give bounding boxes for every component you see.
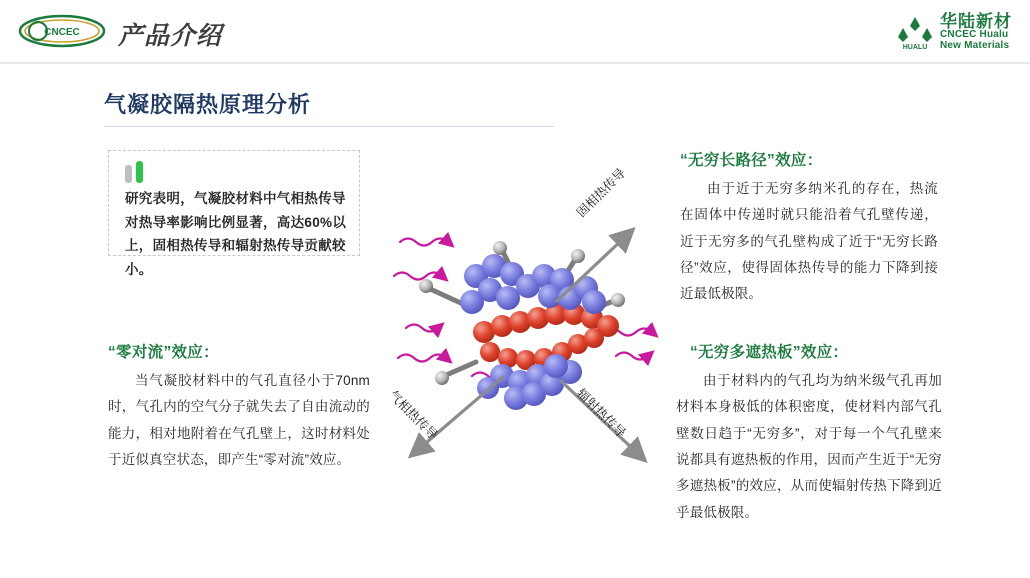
hualu-name-cn: 华陆新材 — [940, 11, 1012, 31]
diagram-label-solid-conduction: 固相热传导 — [574, 165, 629, 221]
diagram-label-radiation-conduction: 辐射热传导 — [573, 386, 629, 441]
hualu-name-en2: New Materials — [940, 39, 1010, 51]
slide-header — [0, 0, 1030, 62]
callout-text: 研究表明，气凝胶材料中气相热传导对热导率影响比例显著，高达60%以上，固相热传导和辐射热传导贡献较小。 — [125, 191, 347, 277]
heading-infinite-shield: “无穷多遮热板”效应： — [690, 344, 849, 361]
hualu-logo — [897, 10, 1012, 54]
callout-box — [108, 150, 360, 277]
body-infinite-shield: 由于材料内的气孔均为纳米级气孔再加材料本身极低的体积密度，使材料内部气孔壁数日趋于“无穷多”，对于每一个气孔壁来说都具有遮热板的作用，因而产生近于“无穷多遮热板”的效应，从而使辐射传热下降到近乎最低极限。 — [676, 373, 942, 520]
heading-infinite-path: “无穷长路径”效应： — [680, 152, 823, 169]
page-title: 产品介绍 — [118, 22, 223, 50]
section-underline — [104, 126, 554, 127]
body-infinite-path: 由于近于无穷多纳米孔的存在，热流在固体中传递时就只能沿着气孔壁传递，近于无穷多的气孔壁构成了近于“无穷长路径”效应，使得固体热传导的能力下降到接近最低极限。 — [680, 181, 938, 302]
diagram-label-gas-conduction: 气相热传导 — [385, 388, 441, 443]
section-title: 气凝胶隔热原理分析 — [104, 92, 312, 117]
svg-text:CNCEC: CNCEC — [44, 27, 80, 38]
body-zero-convection: 当气凝胶材料中的气孔直径小于70nm时，气孔内的空气分子就失去了自由流动的能力，相对地附着在气孔壁上，这时材料处于近似真空状态，即产生“零对流”效应。 — [108, 373, 370, 467]
heading-zero-convection: “零对流”效应： — [108, 344, 219, 361]
hualu-name-en1: CNCEC Hualu — [940, 29, 1009, 41]
header-divider — [0, 62, 1030, 64]
bar-chart-icon — [125, 161, 143, 183]
cncec-logo — [18, 14, 106, 48]
hualu-mark-text: HUALU — [902, 44, 928, 51]
hualu-mark-icon — [897, 14, 933, 50]
